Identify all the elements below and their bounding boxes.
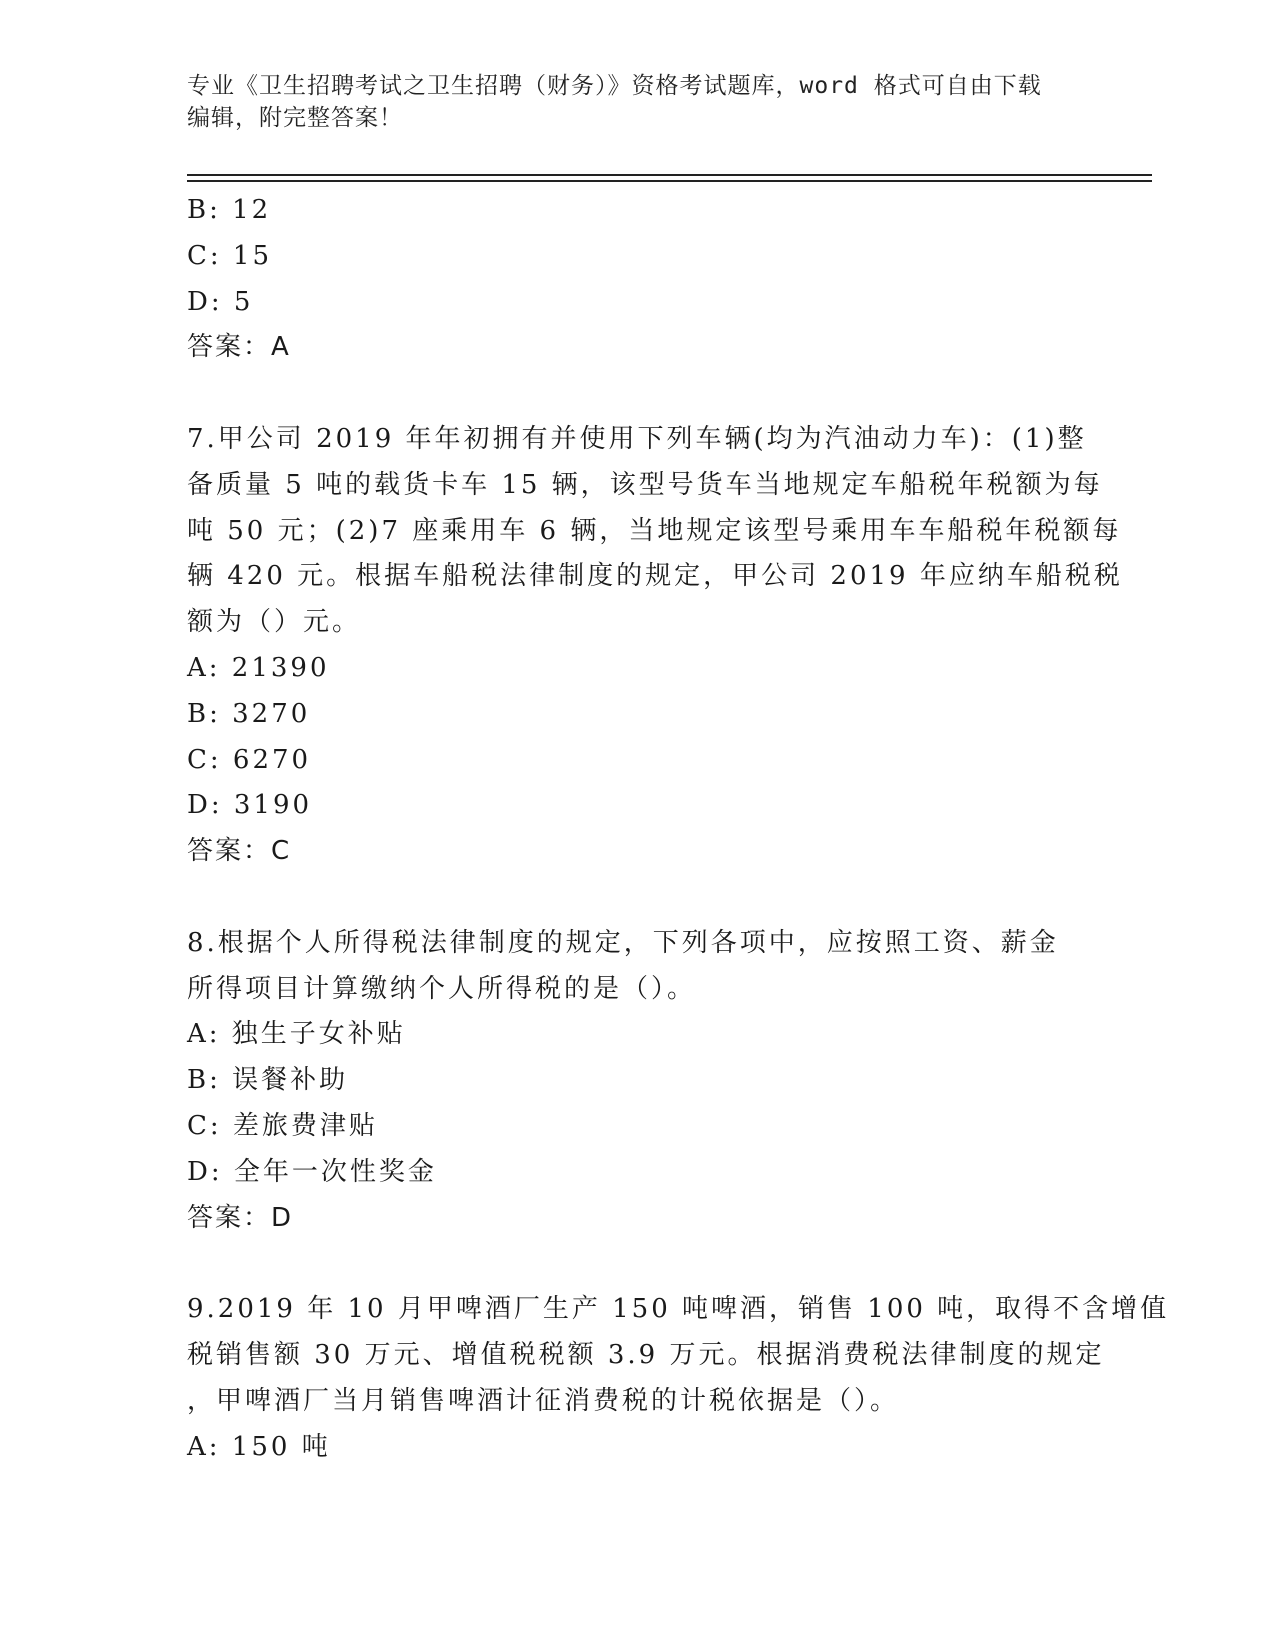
header-line-1: 专业《卫生招聘考试之卫生招聘（财务）》资格考试题库，word 格式可自由下载 bbox=[187, 73, 1042, 99]
header-line-2: 编辑，附完整答案！ bbox=[187, 105, 403, 131]
question-text-line: 税销售额 30 万元、增值税税额 3.9 万元。根据消费税法律制度的规定 bbox=[187, 1339, 1105, 1370]
question-text-line: 辆 420 元。根据车船税法律制度的规定，甲公司 2019 年应纳车船税税 bbox=[187, 561, 1123, 592]
option-a: A: 150 吨 bbox=[187, 1431, 331, 1462]
question-text-line: 额为（）元。 bbox=[187, 607, 362, 638]
spacer bbox=[187, 875, 1087, 921]
spacer bbox=[187, 371, 1087, 417]
answer: 答案：A bbox=[187, 332, 291, 363]
document-body bbox=[187, 188, 1170, 1470]
question-8 bbox=[187, 921, 1087, 1242]
option-b: B: 12 bbox=[187, 195, 272, 225]
question-text-line: 所得项目计算缴纳个人所得税的是（）。 bbox=[187, 973, 697, 1004]
option-b: B: 误餐补助 bbox=[187, 1065, 349, 1096]
option-d: D: 全年一次性奖金 bbox=[187, 1156, 437, 1187]
question-text-line: 9.2019 年 10 月甲啤酒厂生产 150 吨啤酒，销售 100 吨，取得不含增值 bbox=[187, 1294, 1170, 1325]
option-c: C: 15 bbox=[187, 240, 273, 271]
question-9 bbox=[187, 1287, 1170, 1470]
option-b: B: 3270 bbox=[187, 698, 311, 729]
question-7 bbox=[187, 417, 1123, 875]
spacer bbox=[187, 1241, 1087, 1287]
answer: 答案：D bbox=[187, 1202, 294, 1233]
question-text-line: 备质量 5 吨的载货卡车 15 辆，该型号货车当地规定车船税年税额为每 bbox=[187, 469, 1103, 500]
question-6-continuation bbox=[187, 188, 1087, 371]
option-a: A: 21390 bbox=[187, 652, 330, 683]
question-text-line: 8.根据个人所得税法律制度的规定，下列各项中，应按照工资、薪金 bbox=[187, 927, 1059, 958]
question-text-line: 吨 50 元；(2)7 座乘用车 6 辆，当地规定该型号乘用车车船税年税额每 bbox=[187, 515, 1122, 546]
option-a: A: 独生子女补贴 bbox=[187, 1019, 406, 1050]
document-header bbox=[187, 70, 1087, 134]
header-divider-top bbox=[187, 174, 1152, 176]
question-text-line: 7.甲公司 2019 年年初拥有并使用下列车辆(均为汽油动力车)：(1)整 bbox=[187, 423, 1087, 454]
answer: 答案：C bbox=[187, 836, 292, 867]
question-text-line: ，甲啤酒厂当月销售啤酒计征消费税的计税依据是（）。 bbox=[187, 1385, 900, 1416]
option-c: C: 差旅费津贴 bbox=[187, 1110, 378, 1141]
header-divider-bottom bbox=[187, 180, 1152, 182]
option-d: D: 3190 bbox=[187, 790, 313, 821]
option-d: D: 5 bbox=[187, 286, 254, 317]
option-c: C: 6270 bbox=[187, 744, 312, 775]
